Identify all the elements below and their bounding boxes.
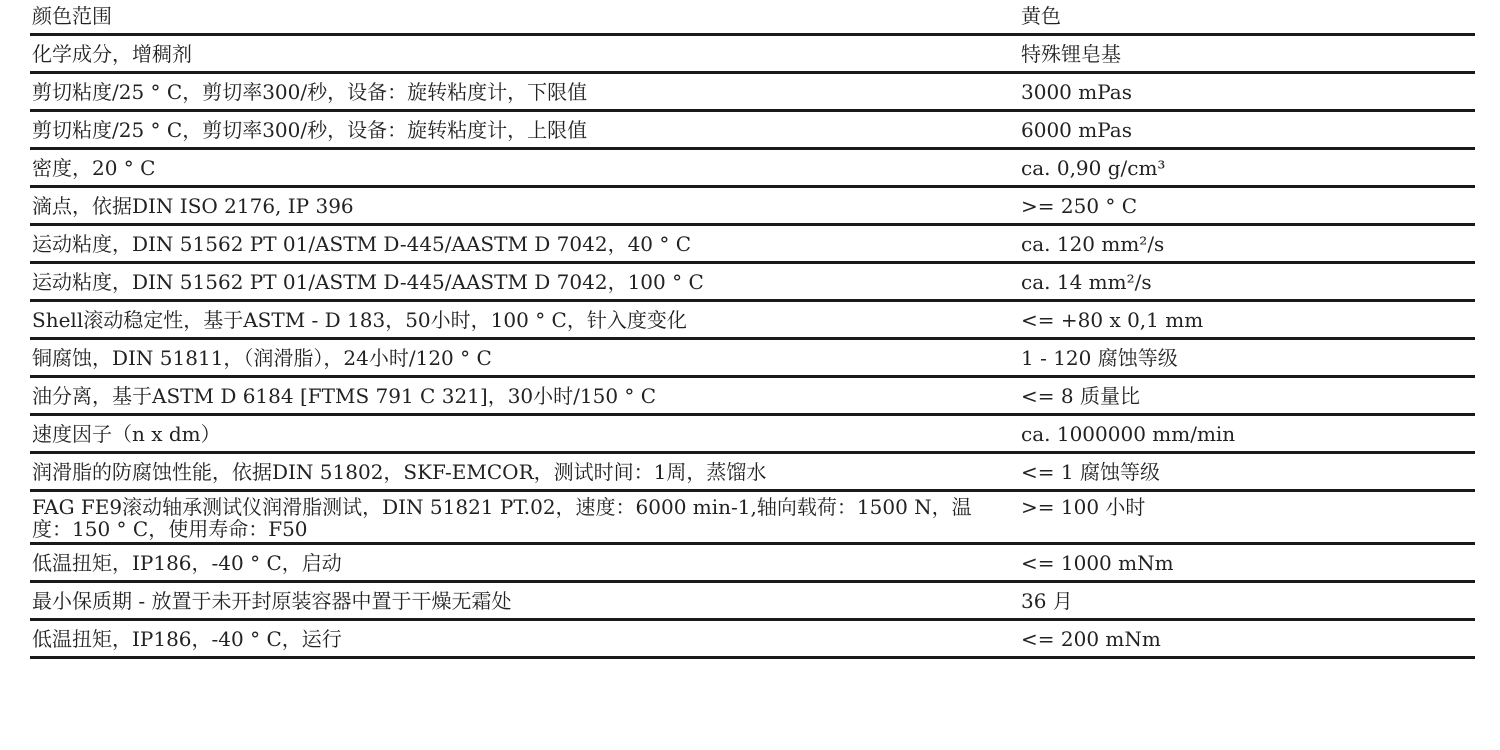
table-row [30,302,1475,340]
property-cell: 化学成分，增稠剂 [30,36,1017,71]
table-row [30,226,1475,264]
property-cell: 最小保质期 - 放置于未开封原装容器中置于干燥无霜处 [30,583,1017,618]
table-row [30,454,1475,492]
value-cell: <= 8 质量比 [1021,384,1140,408]
table-row [30,150,1475,188]
value-cell: 3000 mPas [1021,80,1132,104]
table-row [30,74,1475,112]
value-cell: 36 月 [1021,589,1073,613]
value-cell: <= +80 x 0,1 mm [1021,308,1204,332]
table-row [30,492,1475,545]
value-cell: 特殊锂皂基 [1021,42,1121,66]
property-cell: 颜色范围 [30,0,1017,33]
value-cell: <= 1000 mNm [1021,551,1174,575]
table-row [30,112,1475,150]
property-cell: 低温扭矩，IP186，-40 ° C，运行 [30,621,1017,656]
table-row [30,378,1475,416]
value-cell: >= 100 小时 [1021,495,1146,519]
spec-table [30,0,1475,659]
property-cell: 滴点，依据DIN ISO 2176, IP 396 [30,188,1017,223]
property-cell: 运动粘度，DIN 51562 PT 01/ASTM D-445/AASTM D 7042，40 ° C [30,226,1017,261]
table-row [30,36,1475,74]
value-cell: >= 250 ° C [1021,194,1138,218]
table-row [30,340,1475,378]
property-cell: 速度因子（n x dm） [30,416,1017,451]
value-cell: ca. 120 mm²/s [1021,232,1165,256]
property-cell: 剪切粘度/25 ° C，剪切率300/秒，设备：旋转粘度计，上限值 [30,112,1017,147]
table-row [30,0,1475,36]
value-cell: 黄色 [1021,4,1061,28]
property-cell: FAG FE9滚动轴承测试仪润滑脂测试，DIN 51821 PT.02，速度：6000 min-1,轴向载荷：1500 N，温度：150 ° C，使用寿命：F50 [30,492,1017,542]
table-row [30,264,1475,302]
property-cell: 运动粘度，DIN 51562 PT 01/ASTM D-445/AASTM D 7042，100 ° C [30,264,1017,299]
property-cell: 铜腐蚀，DIN 51811，（润滑脂），24小时/120 ° C [30,340,1017,375]
value-cell: 1 - 120 腐蚀等级 [1021,346,1178,370]
property-cell: 润滑脂的防腐蚀性能，依据DIN 51802，SKF-EMCOR，测试时间：1周，蒸馏水 [30,454,1017,489]
table-row [30,621,1475,659]
table-row [30,188,1475,226]
value-cell: <= 200 mNm [1021,627,1161,651]
property-cell: 油分离，基于ASTM D 6184 [FTMS 791 C 321]，30小时/150 ° C [30,378,1017,413]
table-row [30,416,1475,454]
value-cell: <= 1 腐蚀等级 [1021,460,1160,484]
property-cell: 密度，20 ° C [30,150,1017,185]
table-row [30,583,1475,621]
property-cell: Shell滚动稳定性，基于ASTM - D 183，50小时，100 ° C，针入度变化 [30,302,1017,337]
property-cell: 低温扭矩，IP186，-40 ° C，启动 [30,545,1017,580]
value-cell: ca. 14 mm²/s [1021,270,1152,294]
table-row [30,545,1475,583]
value-cell: ca. 0,90 g/cm³ [1021,156,1166,180]
value-cell: ca. 1000000 mm/min [1021,422,1236,446]
value-cell: 6000 mPas [1021,118,1132,142]
property-cell: 剪切粘度/25 ° C，剪切率300/秒，设备：旋转粘度计，下限值 [30,74,1017,109]
